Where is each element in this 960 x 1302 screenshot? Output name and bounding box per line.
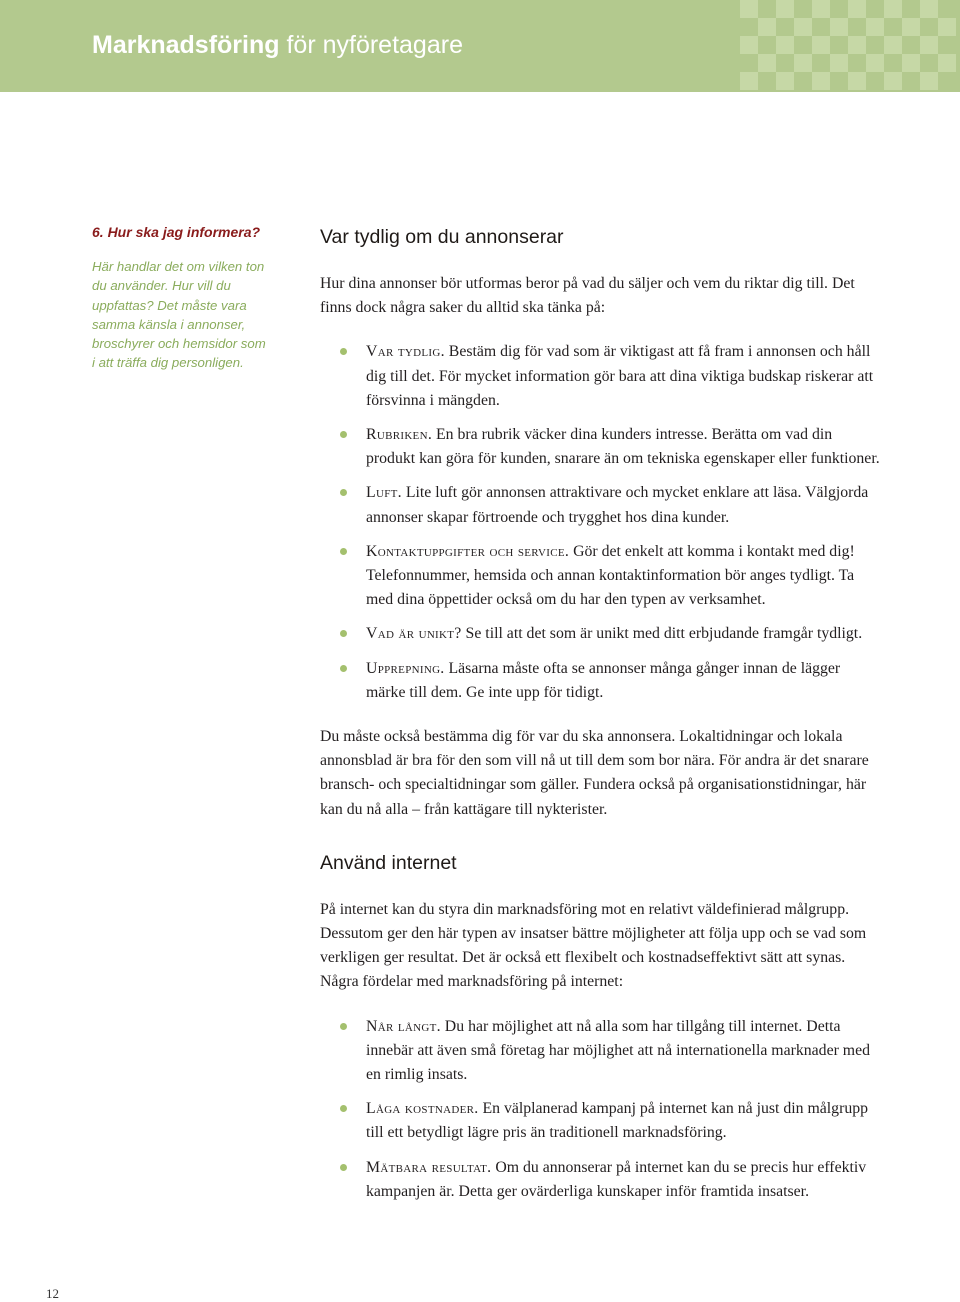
bullet-dot-icon [340, 630, 347, 637]
list-item [320, 657, 880, 705]
bullet-term: Var tydlig. [366, 343, 445, 361]
bullet-dot-icon [340, 431, 347, 438]
page-number: 12 [46, 1286, 59, 1301]
list-item [320, 540, 880, 613]
section1-intro: Hur dina annonser bör utformas beror på vad du säljer och vem du riktar dig till. Det finns dock några saker du alltid ska tänka på: [320, 275, 855, 317]
section1-closing: Du måste också bestämma dig för var du ska annonsera. Lokaltidningar och lokala annonsblad är bra för den som vill nå ut till dem som bor nära. För andra är det snarare bransch- och specialtidningar som gäller. Fundera också på organisationstidningar, här kan du nå alla – från kattägare till nykterister. [320, 728, 869, 818]
bullet-text: Lite luft gör annonsen attraktivare och mycket enklare att läsa. Välgjorda annonser skapar förtroende och trygghet hos dina kunder. [366, 484, 869, 526]
list-item [320, 622, 880, 646]
list-item [320, 423, 880, 471]
bullet-term: Luft. [366, 484, 402, 502]
bullet-term: Upprepning. [366, 659, 445, 677]
bullet-term: Rubriken. [366, 426, 433, 444]
sidebar-intro: Här handlar det om vilken ton du använder. Hur vill du uppfattas? Det måste vara samma känsla i annonser, broschyrer och hemsidor som i att träffa dig personligen. [92, 259, 266, 371]
section1-bullet-list [320, 340, 880, 705]
bullet-text: Se till att det som är unikt med ditt erbjudande framgår tydligt. [461, 625, 863, 643]
section2-bullet-list [320, 1015, 880, 1204]
bullet-text: En bra rubrik väcker dina kunders intresse. Berätta om vad din produkt kan göra för kunden, snarare än om tekniska egenskaper eller funktioner. [366, 426, 880, 468]
section-heading-internet: Använd internet [320, 851, 457, 874]
bullet-dot-icon [340, 1164, 347, 1171]
bullet-term: Når långt. [366, 1017, 441, 1035]
bullet-term: Låga kostnader. [366, 1100, 479, 1118]
list-item [320, 1156, 880, 1204]
header-pattern-icon [730, 0, 960, 92]
main-content [320, 224, 880, 1224]
title-bold: Marknadsföring [92, 31, 280, 59]
bullet-text: En välplanerad kampanj på internet kan nå just din målgrupp till ett betydligt lägre pris än traditionell marknadsföring. [366, 1100, 869, 1142]
bullet-text: Gör det enkelt att komma i kontakt med dig! Telefonnummer, hemsida och annan kontaktinformation bör anges tydligt. Ta med dina öppettider också om du har den typen av verksamhet. [366, 542, 855, 609]
list-item [320, 1015, 880, 1088]
sidebar [92, 224, 272, 373]
bullet-dot-icon [340, 489, 347, 496]
bullet-dot-icon [340, 348, 347, 355]
list-item [320, 340, 880, 413]
bullet-term: Mätbara resultat. [366, 1158, 492, 1176]
section-heading-annonsera: Var tydlig om du annonserar [320, 226, 564, 248]
sidebar-section-title: 6. Hur ska jag informera? [92, 224, 261, 240]
bullet-dot-icon [340, 1023, 347, 1030]
list-item [320, 481, 880, 529]
title-rest: för nyföretagare [279, 31, 463, 59]
bullet-text: Om du annonserar på internet kan du se precis hur effektiv kampanjen är. Detta ger ovärderliga kunskaper inför framtida insatser. [366, 1158, 867, 1200]
bullet-term: Kontaktuppgifter och service. [366, 542, 570, 560]
bullet-dot-icon [340, 548, 347, 555]
bullet-text: Läsarna måste ofta se annonser många gånger innan de lägger märke till dem. Ge inte upp för tidigt. [366, 659, 841, 701]
page-header [0, 0, 960, 92]
bullet-dot-icon [340, 665, 347, 672]
bullet-text: Du har möjlighet att nå alla som har tillgång till internet. Detta innebär att även små företag har möjlighet att nå internationella marknader med en rimlig insats. [366, 1017, 870, 1084]
section2-intro: På internet kan du styra din marknadsföring mot en relativt väldefinierad målgrupp. Dessutom ger den här typen av insatser bättre möjligheter att följa upp och se vad som verkligen ger resultat. Det är också ett flexibelt och kostnadseffektivt sätt att synas. Några fördelar med marknadsföring på internet: [320, 900, 867, 991]
page-title [92, 31, 463, 60]
list-item [320, 1097, 880, 1145]
bullet-term: Vad är unikt? [366, 625, 462, 643]
bullet-dot-icon [340, 1105, 347, 1112]
bullet-text: Bestäm dig för vad som är viktigast att få fram i annonsen och håll dig till det. För mycket information gör bara att dina viktiga budskap riskerar att försvinna i mängden. [366, 343, 874, 409]
